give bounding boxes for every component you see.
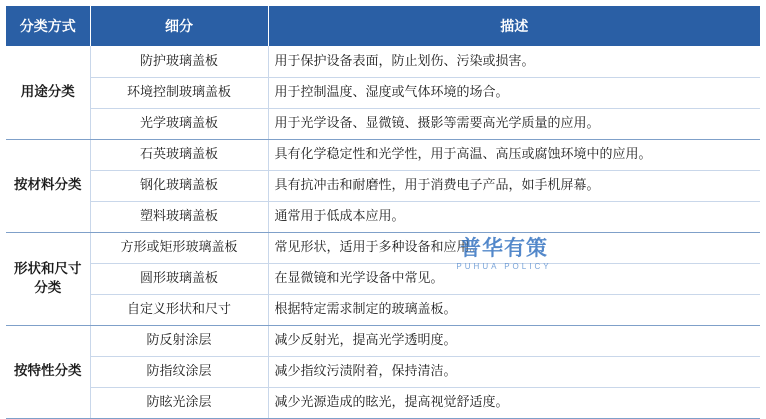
category-cell: 形状和尺寸分类: [6, 232, 90, 325]
classification-table: [6, 6, 760, 419]
table-row: [6, 201, 760, 232]
subcategory-cell: 圆形玻璃盖板: [90, 263, 268, 294]
table-row: [6, 77, 760, 108]
description-cell: 具有抗冲击和耐磨性，用于消费电子产品，如手机屏幕。: [268, 170, 760, 201]
watermark-english-text: PUHUA POLICY: [456, 262, 552, 272]
table-row: [6, 387, 760, 418]
description-cell: 在显微镜和光学设备中常见。: [268, 263, 760, 294]
subcategory-cell: 钢化玻璃盖板: [90, 170, 268, 201]
description-cell: 用于光学设备、显微镜、摄影等需要高光学质量的应用。: [268, 108, 760, 139]
description-cell: 通常用于低成本应用。: [268, 201, 760, 232]
column-header-description: 描述: [268, 6, 760, 46]
table-row: [6, 232, 760, 263]
table-row: [6, 263, 760, 294]
classification-table-container: [6, 6, 760, 419]
table-header-row: [6, 6, 760, 46]
subcategory-cell: 自定义形状和尺寸: [90, 294, 268, 325]
table-row: [6, 139, 760, 170]
column-header-subcategory: 细分: [90, 6, 268, 46]
description-cell: 用于保护设备表面，防止划伤、污染或损害。: [268, 46, 760, 77]
table-row: [6, 108, 760, 139]
watermark-chinese-text: 普华有策: [460, 237, 548, 260]
table-header: [6, 6, 760, 46]
subcategory-cell: 方形或矩形玻璃盖板: [90, 232, 268, 263]
column-header-category: 分类方式: [6, 6, 90, 46]
table-row: [6, 325, 760, 356]
category-cell: 用途分类: [6, 46, 90, 139]
category-cell: 按特性分类: [6, 325, 90, 418]
subcategory-cell: 光学玻璃盖板: [90, 108, 268, 139]
description-cell: 减少指纹污渍附着，保持清洁。: [268, 356, 760, 387]
table-row: [6, 46, 760, 77]
subcategory-cell: 石英玻璃盖板: [90, 139, 268, 170]
subcategory-cell: 防指纹涂层: [90, 356, 268, 387]
category-cell: 按材料分类: [6, 139, 90, 232]
description-cell: 用于控制温度、湿度或气体环境的场合。: [268, 77, 760, 108]
description-cell: 减少光源造成的眩光，提高视觉舒适度。: [268, 387, 760, 418]
subcategory-cell: 防反射涂层: [90, 325, 268, 356]
description-cell: 常见形状，适用于多种设备和应用。: [268, 232, 760, 263]
table-row: [6, 356, 760, 387]
subcategory-cell: 塑料玻璃盖板: [90, 201, 268, 232]
subcategory-cell: 防护玻璃盖板: [90, 46, 268, 77]
description-cell: 具有化学稳定性和光学性，用于高温、高压或腐蚀环境中的应用。: [268, 139, 760, 170]
subcategory-cell: 防眩光涂层: [90, 387, 268, 418]
table-body: [6, 46, 760, 418]
table-row: [6, 170, 760, 201]
description-cell: 减少反射光，提高光学透明度。: [268, 325, 760, 356]
table-row: [6, 294, 760, 325]
description-cell: 根据特定需求制定的玻璃盖板。: [268, 294, 760, 325]
subcategory-cell: 环境控制玻璃盖板: [90, 77, 268, 108]
